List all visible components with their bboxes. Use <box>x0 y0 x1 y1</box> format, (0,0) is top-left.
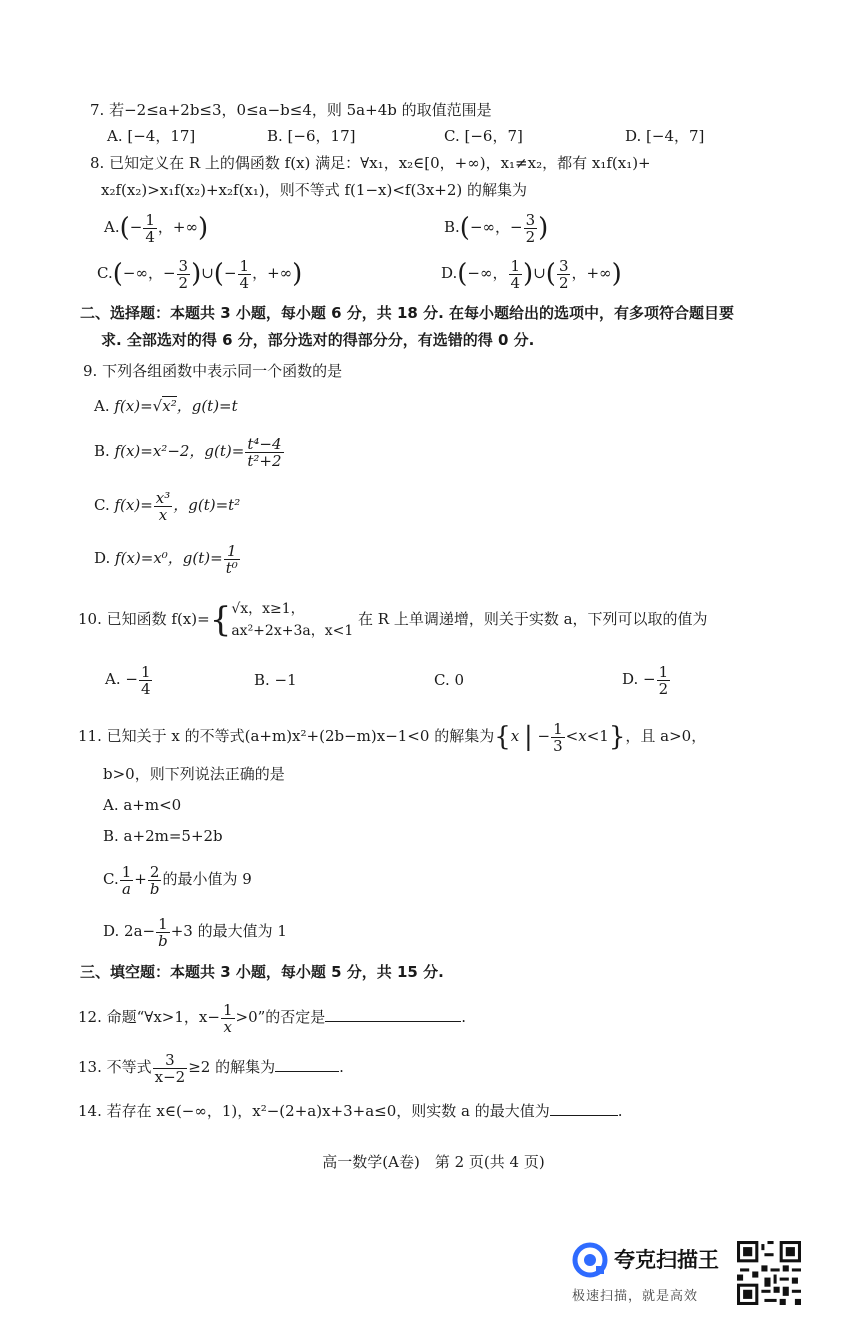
q14-answer-blank[interactable] <box>550 1101 618 1116</box>
q9-option-a: A. f(x)=√x²，g(t)=t <box>94 397 238 415</box>
q11-option-c: C. $\frac{1}{a}$ + $\frac{2}{b}$ 的最小值为 9 <box>103 862 252 898</box>
q11-option-d: D. 2a− $\frac{1}{b}$ +3 的最大值为 1 <box>103 914 287 950</box>
q7-option-b: B. [−6，17] <box>267 127 356 145</box>
scanner-logo-icon <box>572 1242 608 1278</box>
q9-option-d: D. f(x)=x⁰，g(t)= $\frac{1}{\text{t⁰}}$ <box>94 541 238 577</box>
q10-option-d: D. − $\frac{1}{2}$ <box>622 662 669 698</box>
page-footer: 高一数学(A卷) 第 2 页(共 4 页) <box>322 1153 545 1171</box>
q11-option-a: A. a+m<0 <box>103 796 182 814</box>
q9-option-c: C. f(x)= $\frac{\text{x³}}{x}$ ，g(t)=t² <box>94 488 241 524</box>
section3-heading: 三、填空题：本题共 3 小题，每小题 5 分，共 15 分. <box>80 963 444 981</box>
q9-option-b: B. f(x)=x²−2，g(t)= $\frac{\text{t⁴−4}}{\text{t²+2}}$ <box>94 434 282 470</box>
q14-stem: 14. 若存在 x∈(−∞，1)，x²−(2+a)x+3+a≤0，则实数 a 的最大值为 . <box>78 1102 623 1120</box>
q10-option-a: A. − $\frac{1}{4}$ <box>105 662 151 698</box>
q12-stem: 12. 命题“∀x>1，x− $\frac{1}{x}$ >0”的否定是 . <box>78 1000 467 1036</box>
q8-option-d: D.(−∞， $\frac{1}{4}$ )∪( $\frac{3}{2}$ ，+∞) <box>441 256 622 292</box>
q8-stem-line2: x₂f(x₂)>x₁f(x₂)+x₂f(x₁)，则不等式 f(1−x)<f(3x+2) 的解集为 <box>101 181 528 199</box>
q7-option-c: C. [−6，7] <box>444 127 523 145</box>
q8-option-a: A.(− $\frac{1}{4}$ ，+∞) <box>104 210 209 246</box>
scanner-watermark <box>572 1239 732 1309</box>
q13-stem: 13. 不等式 $\frac{3}{x-2}$ ≥2 的解集为 . <box>78 1050 344 1086</box>
q12-answer-blank[interactable] <box>325 1007 461 1022</box>
scanner-slogan: 极速扫描，就是高效 <box>572 1289 699 1304</box>
q11-option-b: B. a+2m=5+2b <box>103 827 223 845</box>
section2-heading-line1: 二、选择题：本题共 3 小题，每小题 6 分，共 18 分. 在每小题给出的选项中，有多项符合题目要 <box>80 304 735 322</box>
q8-stem-line1: 8. 已知定义在 R 上的偶函数 f(x) 满足：∀x₁，x₂∈[0，+∞)，x₁≠x₂，都有 x₁f(x₁)+ <box>90 154 651 172</box>
q8-option-b: B.(−∞，− $\frac{3}{2}$ ) <box>444 210 549 246</box>
q7-stem: 7. 若−2≤a+2b≤3，0≤a−b≤4，则 5a+4b 的取值范围是 <box>90 101 492 119</box>
q11-stem: 11. 已知关于 x 的不等式(a+m)x²+(2b−m)x−1<0 的解集为{x | − $\frac{1}{3}$ <x<1}，且 a>0， <box>78 719 707 755</box>
q7-option-a: A. [−4，17] <box>107 127 196 145</box>
q8-option-c: C.(−∞，− $\frac{3}{2}$ )∪(− $\frac{1}{4}$ ，+∞) <box>97 256 303 292</box>
q10-stem: 10. 已知函数 f(x)={ √x，x≥1， ax²+2x+3a，x<1 在 R 上单调递增，则关于实数 a，下列可以取的值为 <box>78 600 708 640</box>
scanner-brand: 夸克扫描王 <box>614 1248 719 1272</box>
q11-stem-line2: b>0，则下列说法正确的是 <box>103 765 285 783</box>
q13-answer-blank[interactable] <box>275 1057 339 1072</box>
q10-option-b: B. −1 <box>254 671 297 689</box>
section2-heading-line2: 求. 全部选对的得 6 分，部分选对的得部分分，有选错的得 0 分. <box>101 331 535 349</box>
q10-option-c: C. 0 <box>434 671 465 689</box>
qr-code-icon <box>737 1241 801 1305</box>
q9-stem: 9. 下列各组函数中表示同一个函数的是 <box>83 362 343 380</box>
q7-option-d: D. [−4，7] <box>625 127 705 145</box>
